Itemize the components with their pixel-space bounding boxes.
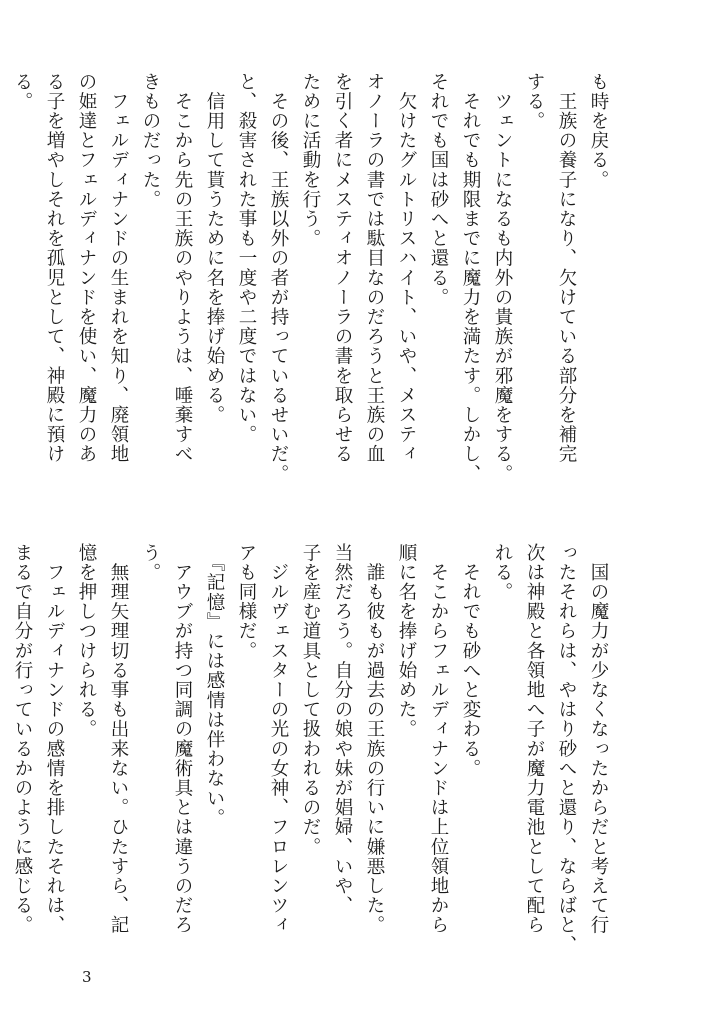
text-column: ツェントになるも内外の貴族が邪魔をする。 (492, 72, 513, 484)
text-column: その後、王族以外の者が持っているせいだ。 (268, 72, 289, 484)
text-column: 無理矢理切る事も出来ない。ひたすら、記 (108, 543, 129, 935)
text-column: きものだった。 (140, 72, 161, 210)
text-column: そこから先の王族のやりようは、唾棄すべ (172, 72, 193, 464)
text-column: 次は神殿と各領地へ子が魔力電池として配ら (524, 543, 545, 935)
text-column: まるで自分が行っているかのように感じる。 (12, 543, 33, 935)
text-column: れる。 (492, 543, 513, 602)
text-column: 当然だろう。自分の娘や妹が娼婦、いや、 (332, 543, 353, 916)
text-column: も時を戻る。 (588, 72, 609, 190)
text-column: アウブが持つ同調の魔術具とは違うのだろ (172, 543, 193, 935)
text-column: アも同様だ。 (236, 543, 257, 661)
text-column: 順に名を捧げ始めた。 (396, 543, 417, 739)
page-number: 3 (82, 968, 92, 986)
text-block-bottom (6, 543, 614, 963)
text-column: う。 (140, 543, 161, 583)
text-column: そこからフェルディナンドは上位領地から (428, 543, 449, 935)
text-block-top (6, 72, 614, 512)
text-column: オノーラの書では駄目なのだろうと王族の血 (364, 72, 385, 464)
text-column: フェルディナンドの生まれを知り、廃領地 (108, 72, 129, 464)
text-column: ジルヴェスターの光の女神、フロレンツィ (268, 543, 289, 935)
text-column: 王族の養子になり、欠けている部分を補完 (556, 72, 577, 464)
text-column: それでも国は砂へと還る。 (428, 72, 449, 308)
text-column: る子を増やしそれを孤児として、神殿に預け (44, 72, 65, 464)
text-column: 信用して貰うために名を捧げ始める。 (204, 72, 225, 425)
text-column: 『記憶』には感情は伴わない。 (204, 543, 225, 828)
text-column: 欠けたグルトリスハイト、いや、メスティ (396, 72, 417, 464)
text-column: それでも砂へと変わる。 (460, 543, 481, 779)
text-column: 誰も彼もが過去の王族の行いに嫌悪した。 (364, 543, 385, 935)
text-column: 国の魔力が少なくなったからだと考えて行 (588, 543, 609, 935)
text-column: と、殺害された事も一度や二度ではない。 (236, 72, 257, 445)
text-column: それでも期限までに魔力を満たす。しかし、 (460, 72, 481, 484)
text-column: 子を産む道具として扱われるのだ。 (300, 543, 321, 857)
text-column: ったそれらは、やはり砂へと還り、ならばと、 (556, 543, 577, 955)
text-column: を引く者にメスティオノーラの書を取らせる (332, 72, 353, 464)
text-column: 憶を押しつけられる。 (76, 543, 97, 739)
text-column: ために活動を行う。 (300, 72, 321, 249)
text-column: る。 (12, 72, 33, 112)
text-column: の姫達とフェルディナンドを使い、魔力のあ (76, 72, 97, 464)
text-column: する。 (524, 72, 545, 131)
text-column: フェルディナンドの感情を排したそれは、 (44, 543, 65, 935)
